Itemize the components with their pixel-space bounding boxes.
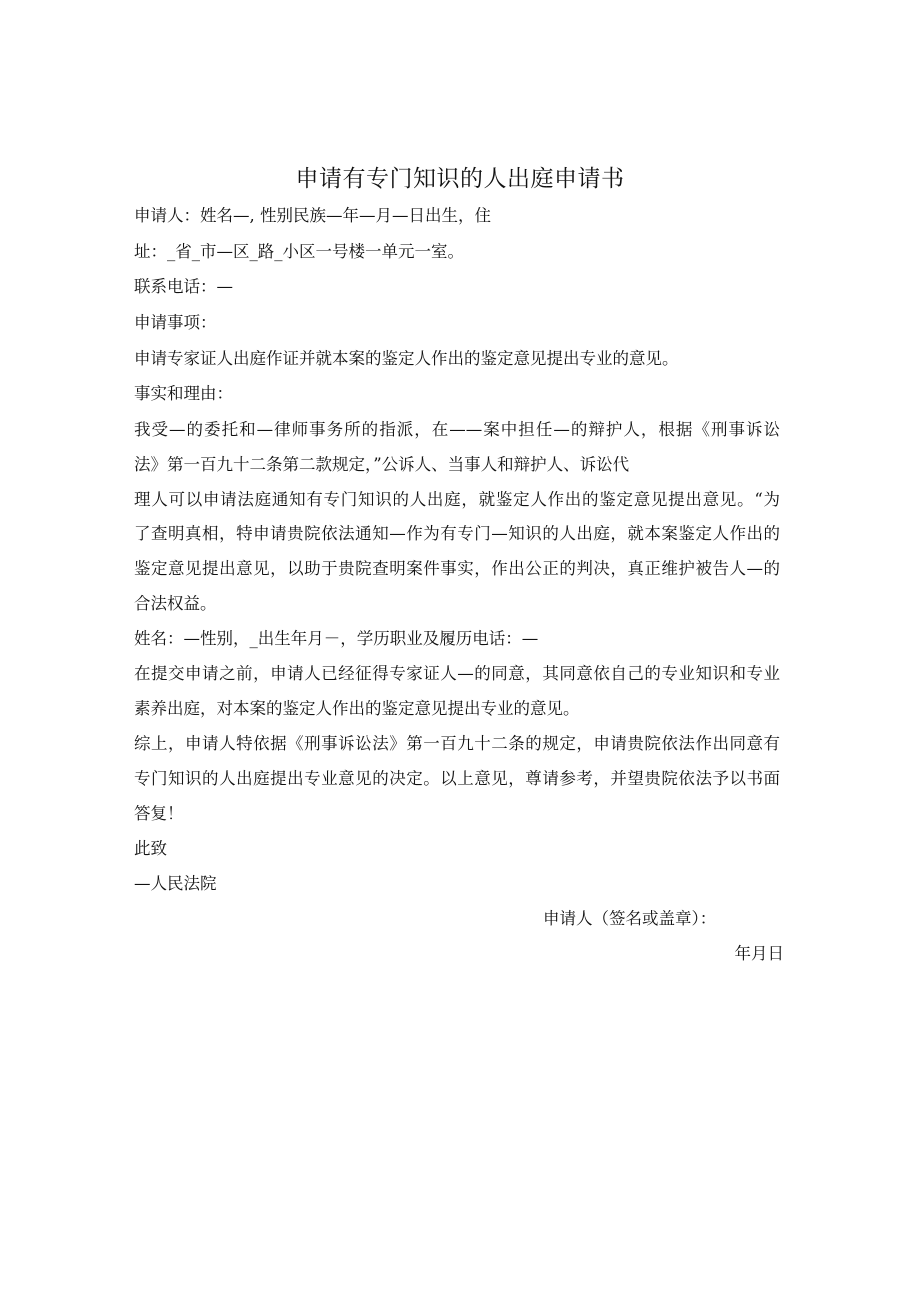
document-title: 申请有专门知识的人出庭申请书 [295, 166, 625, 192]
signature-line: 申请人（签名或盖章）： [543, 909, 717, 928]
request-items-text: 申请专家证人出庭作证并就本案的鉴定人作出的鉴定意见提出专业的意见。 [134, 349, 679, 368]
paragraph-line: 理人可以申请法庭通知有专门知识的人出庭，就鉴定人作出的鉴定意见提出意见。“为 [134, 490, 780, 509]
paragraph-line: 专门知识的人出庭提出专业意见的决定。以上意见，尊请参考，并望贵院依法予以书面 [134, 769, 780, 788]
contact-phone-line: 联系电话：— [134, 277, 233, 296]
paragraph-line: 法》第一百九十二条第二款规定，”公诉人、当事人和辩护人、诉讼代 [134, 455, 630, 474]
court-name-line: —人民法院 [134, 874, 217, 893]
request-items-heading: 申请事项： [134, 313, 217, 332]
paragraph-line: 素养出庭，对本案的鉴定人作出的鉴定意见提出专业的意见。 [134, 699, 580, 718]
applicant-address-line: 址：_省_市—区_路_小区一号楼一单元一室。 [134, 242, 464, 261]
paragraph-line: 在提交申请之前，申请人已经征得专家证人—的同意，其同意依自己的专业知识和专业 [134, 664, 780, 683]
paragraph-line: 合法权益。 [134, 594, 217, 613]
paragraph-line: 答复！ [134, 804, 184, 823]
salutation-line: 此致 [134, 839, 167, 858]
applicant-info-line: 申请人：姓名—, 性别民族—年—月—日出生，住 [134, 206, 491, 225]
paragraph-line: 综上，申请人特依据《刑事诉讼法》第一百九十二条的规定，申请贵院依法作出同意有 [134, 734, 780, 753]
facts-reasons-heading: 事实和理由： [134, 384, 233, 403]
date-line: 年月日 [734, 944, 784, 963]
paragraph-line: 我受—的委托和—律师事务所的指派，在——案中担任—的辩护人，根据《刑事诉讼 [134, 420, 780, 439]
paragraph-line: 鉴定意见提出意见，以助于贵院查明案件事实，作出公正的判决，真正维护被告人—的 [134, 559, 780, 578]
paragraph-line: 了查明真相，特申请贵院依法通知—作为有专门—知识的人出庭，就本案鉴定人作出的 [134, 524, 780, 543]
expert-info-line: 姓名：—性别，_出生年月－，学历职业及履历电话：— [134, 629, 539, 648]
